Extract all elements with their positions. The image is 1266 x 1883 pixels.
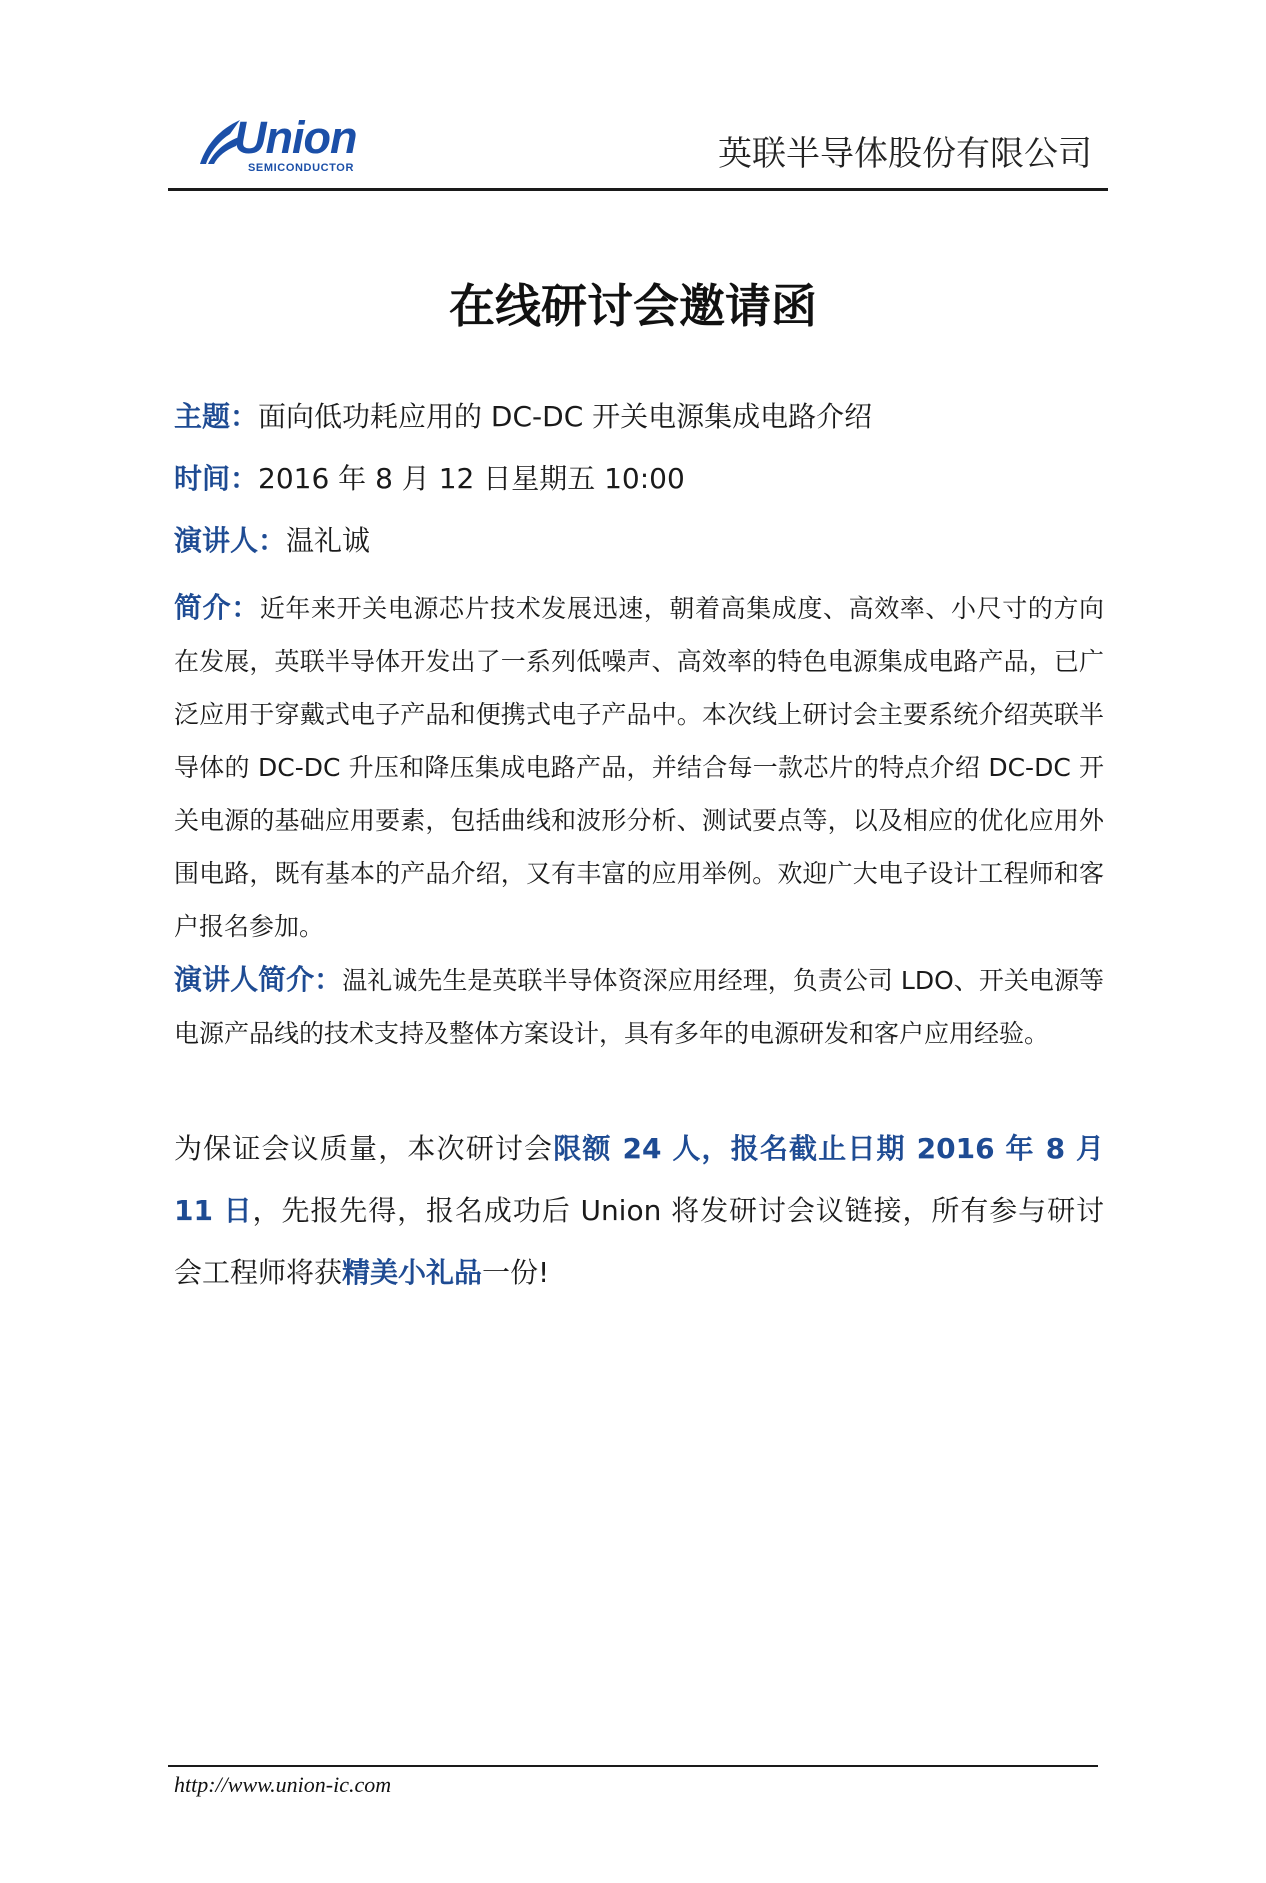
page-header xyxy=(168,100,1108,190)
speaker-bio-paragraph xyxy=(174,953,1104,1060)
speaker-bio-text: 温礼诚先生是英联半导体资深应用经理，负责公司 LDO、开关电源等电源产品线的技术支持及整体方案设计，具有多年的电源研发和客户应用经验。 xyxy=(174,966,1104,1048)
topic-label: 主题： xyxy=(174,400,259,433)
speaker-label: 演讲人： xyxy=(174,524,287,557)
header-divider xyxy=(168,188,1108,191)
registration-note xyxy=(174,1118,1104,1304)
quota-highlight: 限额 24 人 xyxy=(553,1132,702,1165)
deadline-highlight: 报名截止日期 2016 年 8 月 11 日 xyxy=(174,1132,1104,1227)
gift-highlight: 精美小礼品 xyxy=(342,1256,483,1289)
time-label: 时间： xyxy=(174,462,259,495)
time-value: 2016 年 8 月 12 日星期五 10:00 xyxy=(258,462,685,495)
topic-line xyxy=(174,395,1104,439)
time-line xyxy=(174,457,1104,501)
page-title: 在线研讨会邀请函 xyxy=(449,279,817,333)
note-text-1: 为保证会议质量，本次研讨会 xyxy=(174,1132,554,1165)
note-text-2: ，先报先得，报名成功后 Union 将发研讨会议链接，所有参与研讨会工程师将获 xyxy=(174,1194,1104,1289)
speaker-line xyxy=(174,519,1104,563)
intro-paragraph xyxy=(174,581,1104,953)
speaker-value: 温礼诚 xyxy=(286,524,371,557)
speaker-bio-label: 演讲人简介： xyxy=(174,963,343,996)
intro-text: 近年来开关电源芯片技术发展迅速，朝着高集成度、高效率、小尺寸的方向在发展，英联半导体开发出了一系列低噪声、高效率的特色电源集成电路产品，已广泛应用于穿戴式电子产品和便携式电子产品中。本次线上研讨会主要系统介绍英联半导体的 DC-DC 升压和降压集成电路产品，并结合每一款芯片的特点介绍 DC-DC 开关电源的基础应用要素，包括曲线和波形分析、测试要点等，以及相应的优化应用外围电路，既有基本的产品介绍，又有丰富的应用举例。欢迎广大电子设计工程师和客户报名参加。 xyxy=(174,594,1104,941)
logo-wordmark: Union xyxy=(234,112,357,163)
invitation-body xyxy=(174,395,1104,1060)
topic-value: 面向低功耗应用的 DC-DC 开关电源集成电路介绍 xyxy=(258,400,873,433)
footer-divider xyxy=(168,1765,1098,1767)
footer-url-link[interactable]: http://www.union-ic.com xyxy=(174,1772,392,1797)
intro-label: 简介： xyxy=(174,591,260,624)
union-logo xyxy=(196,112,426,176)
note-text-3: 一份! xyxy=(482,1256,550,1289)
logo-subtitle: SEMICONDUCTOR xyxy=(248,162,354,174)
note-comma: ， xyxy=(701,1132,731,1165)
company-name: 英联半导体股份有限公司 xyxy=(718,134,1092,174)
